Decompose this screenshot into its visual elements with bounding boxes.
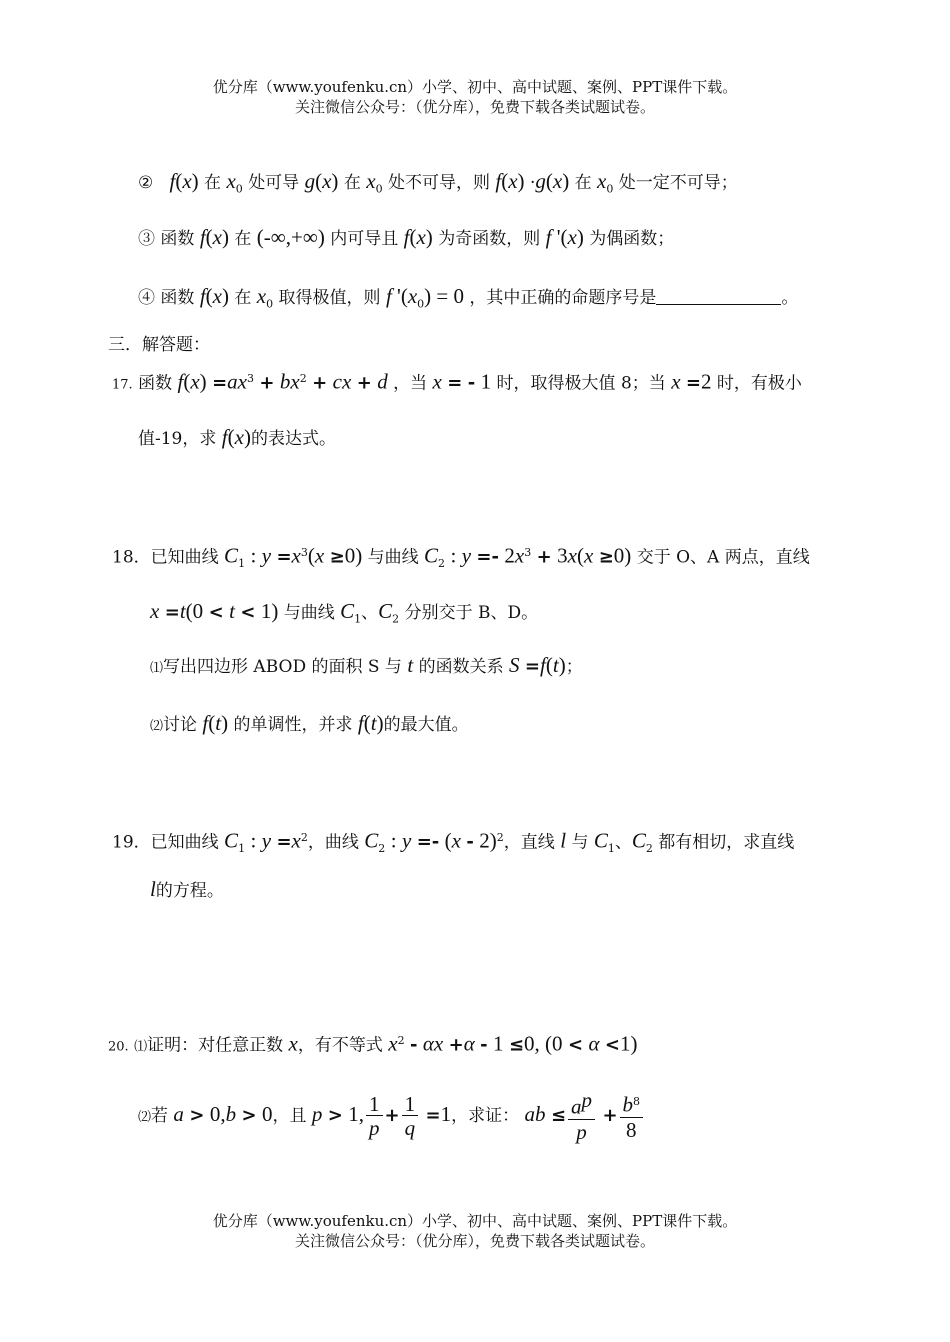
text: 时，取得极大值 8；当	[496, 373, 666, 394]
text: 取得极值，则	[278, 288, 381, 308]
footer-line-1: 优分库（www.youfenku.cn）小学、初中、高中试题、案例、PPT课件下载。	[212, 1212, 738, 1230]
text: ，其中正确的命题序号是	[469, 288, 657, 308]
text: ；	[565, 657, 583, 677]
text: 在	[574, 173, 592, 193]
answer-blank[interactable]	[656, 286, 781, 305]
text: 的单调性，并求	[233, 715, 353, 735]
footer-line-2: 关注微信公众号：（优分库），免费下载各类试题试卷。	[294, 1232, 655, 1250]
part-number: ⑴	[150, 661, 164, 676]
text: 的表达式。	[250, 429, 336, 449]
text: 与曲线	[283, 603, 335, 623]
question-19-line-2: l的方程。	[150, 877, 224, 901]
text: 值-19，求	[138, 429, 217, 449]
text: 在	[343, 173, 361, 193]
question-number: 20.	[108, 1039, 129, 1055]
text: 已知曲线	[150, 547, 219, 568]
statement-2: ② f(x) 在 $x_0$ 处可导 g(x) 在 $x_0$ 处不可导，则 f(x) ·g(x) 在 $x_0$ 处一定不可导；	[138, 169, 738, 196]
text: 为偶函数；	[589, 229, 675, 249]
statement-4: ④ 函数 f(x) 在 $x_0$ 取得极值，则 f '$(x_0) = 0$ ，其中正确的命题序号是 。	[138, 284, 799, 311]
statement-2-number: ②	[138, 173, 154, 193]
text: ，有不等式	[297, 1035, 383, 1056]
question-18-line-1: 18．已知曲线 $C_1$ : $y =x^3(x \ge 0)$ 与曲线 $C_2$ : $y =- 2x^3 + 3x(x \ge 0)$ 交于 O、A 两点，直线	[112, 543, 810, 571]
header-line-2: 关注微信公众号：（优分库），免费下载各类试题试卷。	[294, 98, 655, 116]
math-interval: (-∞,+∞)	[256, 225, 325, 249]
text: 讨论	[163, 715, 198, 735]
part-number: ⑴	[134, 1039, 148, 1055]
text: 处一定不可导；	[618, 173, 738, 193]
text: ，曲线	[307, 832, 359, 853]
question-17-line-2: 值-19，求 f(x)的表达式。	[138, 425, 336, 449]
fraction-b-8-over-8: $\frac{b^8}{8}$	[620, 1091, 644, 1143]
text: 在	[204, 173, 222, 193]
text: 处可导	[248, 173, 300, 193]
text: 。	[781, 288, 799, 308]
math-f-x: f	[169, 169, 176, 193]
fraction-1-over-q: $\frac{1}{q}$	[402, 1093, 419, 1140]
text: 的方程。	[155, 881, 224, 901]
text: 为奇函数，则	[438, 229, 541, 249]
text: 在	[234, 229, 252, 249]
text: 处不可导，则	[387, 173, 490, 193]
text: 分别交于 B、D。	[404, 603, 539, 623]
section-title: 三．解答题：	[108, 335, 210, 355]
text: ，且	[272, 1106, 307, 1126]
text: ，当	[393, 373, 428, 394]
question-number: 17.	[112, 377, 133, 393]
text: 写出四边形 ABOD 的面积 S 与	[163, 657, 402, 677]
statement-3: ③ 函数 f(x) 在 (-∞,+∞) 内可导且 f(x) 为奇函数，则 f '(x) 为偶函数；	[138, 225, 675, 249]
statement-3-number: ③	[138, 229, 155, 249]
text: 函数	[138, 373, 173, 394]
question-20-part-2: ⑵若 a > 0,b > 0，且 p > 1, $\frac{1}{p}$ + $\frac{1}{q}$ =1，求证： ab ≤ $\frac{a^p}{p}$ + $\frac{b^8}{8}$	[138, 1086, 645, 1146]
statement-4-number: ④	[138, 288, 155, 308]
question-18-line-2: x =t(0 < t < 1) 与曲线 $C_1$、$C_2$ 分别交于 B、D。	[150, 599, 539, 626]
question-18-part-2: ⑵讨论 f(t) 的单调性，并求 f(t)的最大值。	[150, 711, 469, 735]
header-line-1: 优分库（www.youfenku.cn）小学、初中、高中试题、案例、PPT课件下载。	[212, 78, 738, 96]
text: 已知曲线	[150, 832, 219, 853]
question-18-part-1: ⑴写出四边形 ABOD 的面积 S 与 t 的函数关系 S =f(t)；	[150, 653, 583, 677]
text: 与曲线	[367, 547, 419, 568]
text: ，求证：	[451, 1106, 520, 1126]
text: 时，有极小	[716, 373, 802, 394]
text: 交于 O、A 两点，直线	[636, 547, 810, 568]
question-number: 18．	[112, 547, 151, 568]
page-header	[0, 77, 950, 117]
text: 函数	[160, 229, 195, 249]
question-19-line-1: 19．已知曲线 $C_1$ : $y =x^2$，曲线 $C_2$ : y =- (x - 2)$^2$，直线 l 与 $C_1$、$C_2$ 都有相切，求直线	[112, 828, 795, 856]
fraction-1-over-p: $\frac{1}{p}$	[366, 1093, 383, 1140]
text: 若	[151, 1106, 169, 1126]
text: 证明：对任意正数	[147, 1035, 284, 1056]
part-number: ⑵	[138, 1110, 152, 1125]
fraction-a-p-over-p: $\frac{a^p}{p}$	[568, 1089, 595, 1145]
text: 函数	[160, 288, 195, 308]
question-17-line-1: 17. 函数 $f(x) =ax^3 + bx^2$ + cx + d ，当 x = - 1 时，取得极大值 8；当 x =2 时，有极小	[112, 369, 802, 394]
page-footer	[0, 1211, 950, 1251]
text: ，直线	[503, 832, 555, 853]
text: 都有相切，求直线	[658, 832, 795, 853]
part-number: ⑵	[150, 719, 164, 734]
text: 在	[234, 288, 252, 308]
text: 内可导且	[330, 229, 399, 249]
text: 的最大值。	[383, 715, 469, 735]
text: 的函数关系	[418, 657, 504, 677]
question-number: 19．	[112, 832, 151, 853]
question-20-part-1: 20. ⑴证明：对任意正数 x，有不等式 $x^2 - \alpha x +\alpha - 1 \le 0$, (0 < α <1)	[108, 1031, 638, 1056]
text: 与	[571, 832, 589, 853]
